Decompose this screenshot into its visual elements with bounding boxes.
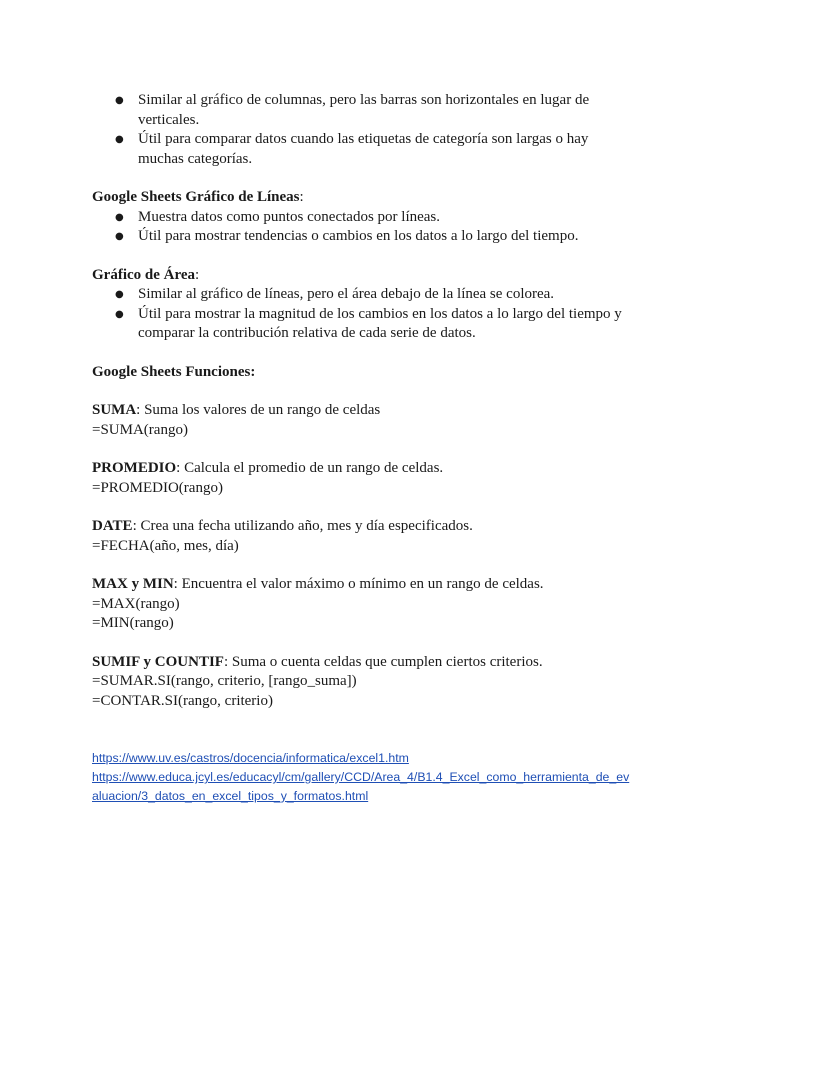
- heading-bold-text: Gráfico de Área: [92, 266, 196, 283]
- bullet-text-line: muchas categorías.: [138, 150, 253, 167]
- bullet-icon: ●: [115, 211, 124, 223]
- function-description: : Encuentra el valor máximo o mínimo en un rango de celdas.: [173, 576, 544, 592]
- list-item: [92, 208, 692, 228]
- function-formula: =FECHA(año, mes, día): [92, 537, 239, 554]
- function-suma: [92, 401, 692, 440]
- bullet-text-line: Útil para mostrar tendencias o cambios en los datos a lo largo del tiempo.: [138, 228, 579, 244]
- bullet-text-line: verticales.: [138, 111, 200, 128]
- function-name: SUMA: [92, 402, 137, 418]
- reference-link-uv[interactable]: https://www.uv.es/castros/docencia/informatica/excel1.htm: [92, 751, 409, 765]
- function-formula: =SUMA(rango): [92, 421, 188, 438]
- document-page: [92, 91, 692, 806]
- heading-bold-text: Google Sheets Gráfico de Líneas: [92, 189, 300, 205]
- function-name: SUMIF y COUNTIF: [92, 653, 224, 670]
- bullet-text-line: Muestra datos como puntos conectados por líneas.: [138, 208, 441, 225]
- function-max-min: [92, 575, 692, 634]
- function-formula: =MIN(rango): [92, 615, 174, 631]
- function-formula: =MAX(rango): [92, 595, 180, 612]
- heading-suffix: :: [299, 189, 304, 205]
- bullet-icon: ●: [115, 231, 124, 242]
- lineas-bullet-list: [92, 208, 692, 247]
- list-item: [92, 285, 692, 305]
- list-item: [92, 91, 692, 130]
- bullet-text-line: Similar al gráfico de columnas, pero las barras son horizontales en lugar de: [138, 92, 590, 108]
- function-name: MAX y MIN: [92, 576, 174, 592]
- function-name: PROMEDIO: [92, 460, 177, 476]
- reference-link-educacyl[interactable]: https://www.educa.jcyl.es/educacyl/cm/gallery/CCD/Area_4/B1.4_Excel_como_herramienta_de_ev: [92, 770, 630, 784]
- bullet-text-line: comparar la contribución relativa de cada serie de datos.: [138, 325, 476, 341]
- bullet-icon: ●: [115, 134, 124, 145]
- heading-suffix: :: [195, 266, 200, 283]
- reference-links: [92, 749, 692, 806]
- bullet-icon: ●: [115, 308, 124, 320]
- function-description: : Suma los valores de un rango de celdas: [136, 402, 381, 418]
- bullet-text-line: Similar al gráfico de líneas, pero el área debajo de la línea se colorea.: [138, 286, 555, 302]
- list-item: [92, 227, 692, 247]
- function-name: DATE: [92, 518, 133, 534]
- bullet-icon: ●: [115, 95, 124, 106]
- list-item: [92, 130, 692, 169]
- function-formula: =PROMEDIO(rango): [92, 479, 223, 496]
- function-description: : Crea una fecha utilizando año, mes y día especificados.: [132, 518, 473, 534]
- area-bullet-list: [92, 285, 692, 344]
- function-description: : Calcula el promedio de un rango de celdas.: [176, 460, 444, 476]
- function-sumif-countif: [92, 653, 692, 712]
- function-description: : Suma o cuenta celdas que cumplen ciertos criterios.: [223, 653, 543, 670]
- section-heading-lineas: [92, 188, 692, 208]
- function-date: [92, 517, 692, 556]
- bullet-text-line: Útil para comparar datos cuando las etiquetas de categoría son largas o hay: [138, 131, 589, 147]
- function-formula: =CONTAR.SI(rango, criterio): [92, 692, 273, 709]
- bullet-icon: ●: [115, 289, 124, 300]
- list-item: [92, 305, 692, 344]
- function-promedio: [92, 459, 692, 498]
- intro-bullet-list: [92, 91, 692, 169]
- heading-bold-text: Google Sheets Funciones:: [92, 363, 256, 380]
- section-heading-area: [92, 266, 692, 286]
- function-formula: =SUMAR.SI(rango, criterio, [rango_suma]): [92, 673, 357, 689]
- bullet-text-line: Útil para mostrar la magnitud de los cambios en los datos a lo largo del tiempo y: [138, 305, 622, 322]
- reference-link-educacyl-continued[interactable]: aluacion/3_datos_en_excel_tipos_y_formatos.html: [92, 789, 369, 803]
- section-heading-funciones: [92, 363, 692, 383]
